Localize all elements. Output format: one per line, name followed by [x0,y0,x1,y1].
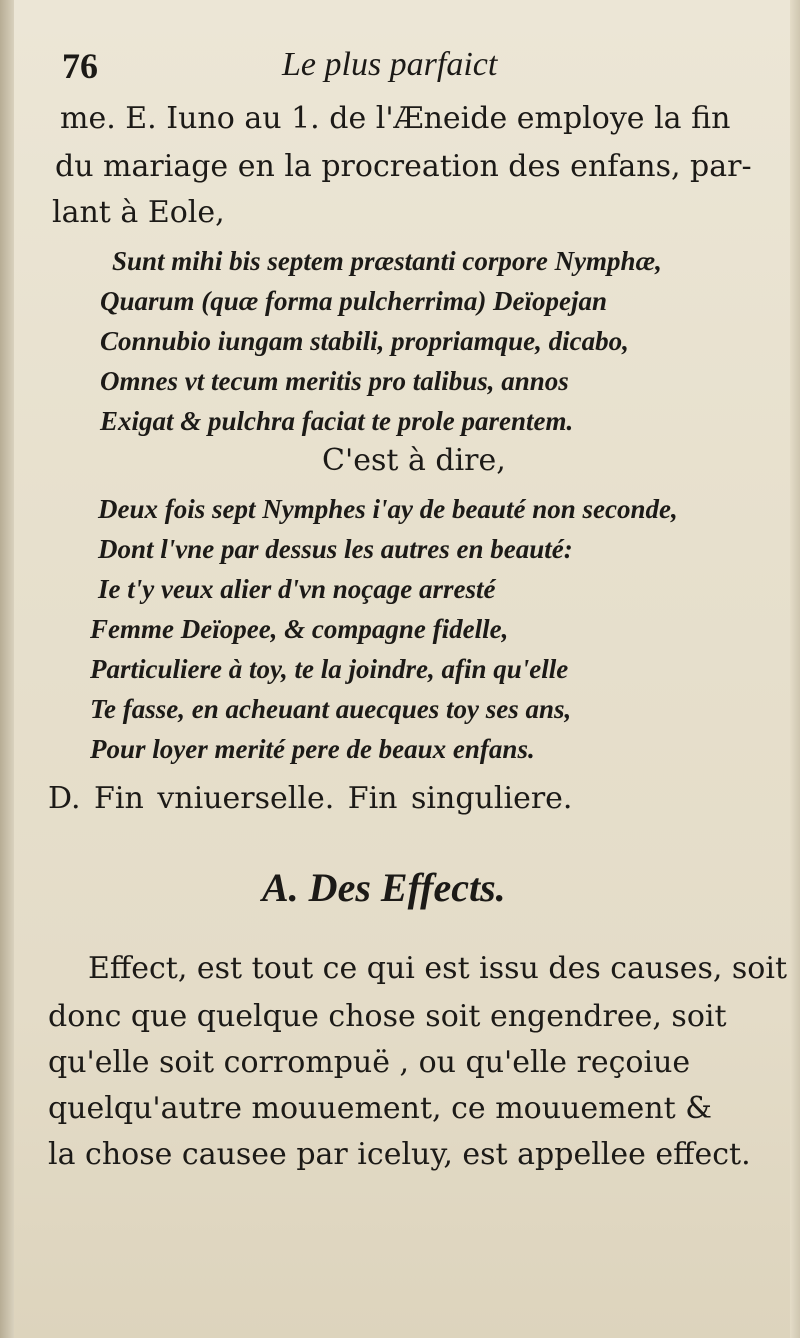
latin-verse-line: Connubio iungam stabili, propriamque, dicabo, [100,326,629,356]
cest-a-dire: C'est à dire, [322,443,506,478]
division-line: D. Fin vniuerselle. Fin singuliere. [48,781,573,816]
french-verse-line: Deux fois sept Nymphes i'ay de beauté non seconde, [98,494,678,524]
latin-verse-line: Exigat & pulchra faciat te prole parentem. [100,406,574,436]
prose-line: la chose causee par iceluy, est appellee effect. [48,1137,751,1172]
french-verse-line: Dont l'vne par dessus les autres en beauté: [98,534,573,564]
latin-verse-line: Quarum (quæ forma pulcherrima) Deïopejan [100,286,608,316]
running-title: Le plus parfaict [282,46,498,83]
french-verse-line: Te fasse, en acheuant auecques toy ses ans, [90,694,572,724]
prose-line: du mariage en la procreation des enfans, par- [55,149,752,184]
prose-line: donc que quelque chose soit engendree, soit [48,999,727,1034]
page-gutter-shadow [0,0,14,1338]
page-number: 76 [62,46,98,86]
french-verse-line: Pour loyer merité pere de beaux enfans. [90,734,535,764]
french-verse-line: Femme Deïopee, & compagne fidelle, [90,614,509,644]
prose-line: lant à Eole, [52,195,225,230]
prose-line: qu'elle soit corrompuë , ou qu'elle reçoiue [48,1045,691,1080]
page-edge-shadow [790,0,800,1338]
prose-line: quelqu'autre mouuement, ce mouuement & [48,1091,712,1126]
section-heading: A. Des Effects. [262,865,506,910]
latin-verse-line: Sunt mihi bis septem præstanti corpore Nymphæ, [112,246,662,276]
prose-line: me. E. Iuno au 1. de l'Æneide employe la fin [60,101,731,136]
prose-line: Effect, est tout ce qui est issu des causes, soit [88,951,788,986]
latin-verse-line: Omnes vt tecum meritis pro talibus, annos [100,366,569,396]
french-verse-line: Ie t'y veux alier d'vn noçage arresté [98,574,496,604]
french-verse-line: Particuliere à toy, te la joindre, afin qu'elle [90,654,569,684]
